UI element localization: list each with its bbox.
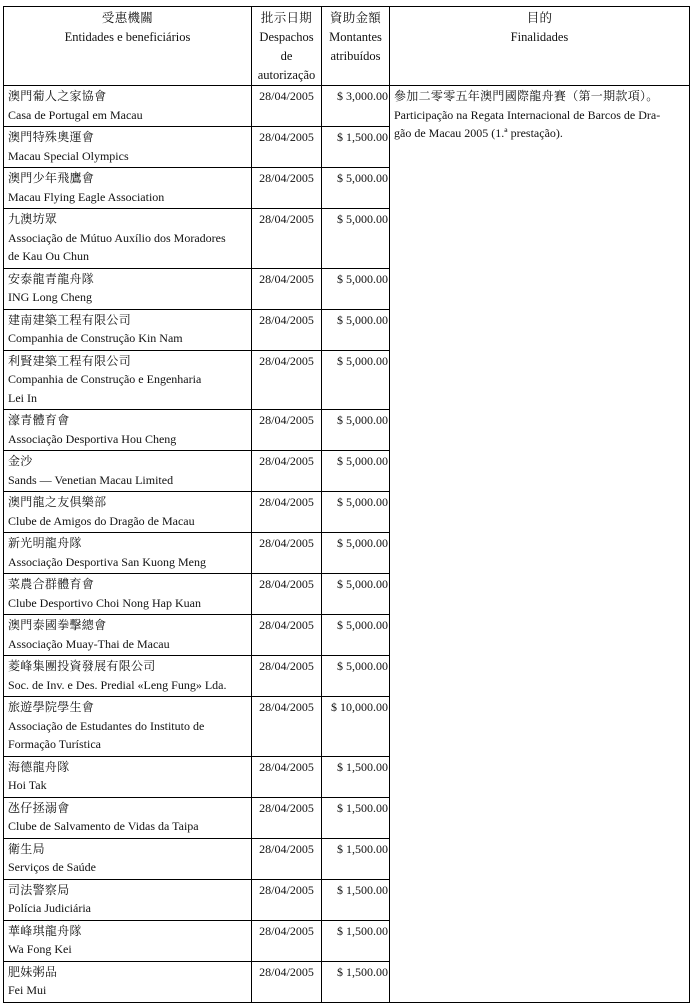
entity-name-pt: Clube Desportivo Choi Nong Hap Kuan: [8, 595, 201, 610]
purpose-pt-line1: Participação na Regata Internacional de Barcos de Dra-: [394, 107, 661, 122]
entity-name-pt: Formação Turística: [8, 737, 101, 751]
entity-name-pt: Fei Mui: [8, 983, 47, 997]
amount-value: $ 1,500.00: [322, 756, 390, 797]
header-date-zh: 批示日期: [260, 11, 313, 25]
table-row: [4, 86, 690, 127]
entity-name-pt: Macau Special Olympics: [8, 148, 129, 163]
purpose-zh: 參加二零零五年澳門國際龍舟賽（第一期款項）。: [394, 89, 659, 103]
entity-cell: [4, 879, 252, 920]
entity-name-zh: 澳門龍之友俱樂部: [8, 495, 107, 509]
entity-name-pt: Casa de Portugal em Macau: [8, 107, 143, 122]
authorization-date: 28/04/2005: [252, 127, 322, 168]
entity-cell: [4, 410, 252, 451]
entity-cell: [4, 268, 252, 309]
entity-name-zh: 澳門葡人之家協會: [8, 89, 107, 103]
amount-value: $ 5,000.00: [322, 168, 390, 209]
header-purpose-zh: 目的: [526, 11, 553, 25]
amount-value: $ 1,500.00: [322, 961, 390, 1002]
amount-value: $ 5,000.00: [322, 209, 390, 269]
entity-name-zh: 安泰龍青龍舟隊: [8, 271, 95, 286]
amount-value: $ 5,000.00: [322, 350, 390, 410]
amount-value: $ 3,000.00: [322, 86, 390, 127]
entity-name-pt: Companhia de Construção Kin Nam: [8, 331, 183, 345]
entity-name-zh: 澳門泰國拳擊總會: [8, 618, 107, 632]
entity-name-zh: 衛生局: [8, 841, 45, 856]
subsidy-table: [3, 6, 690, 1003]
entity-cell: [4, 697, 252, 757]
purpose-pt-line2: gão de Macau 2005 (1.ª prestação).: [394, 126, 563, 140]
entity-name-zh: 建南建築工程有限公司: [8, 312, 132, 327]
entity-name-zh: 澳門特殊奧運會: [8, 130, 95, 144]
entity-name-pt: Associação Desportiva San Kuong Meng: [8, 554, 206, 569]
authorization-date: 28/04/2005: [252, 268, 322, 309]
header-row: [4, 7, 690, 86]
entity-name-pt: Associação de Estudantes do Instituto de: [8, 718, 205, 733]
header-amount-zh: 資助金額: [329, 11, 382, 25]
entity-name-zh: 澳門少年飛鷹會: [8, 171, 95, 185]
authorization-date: 28/04/2005: [252, 797, 322, 838]
entity-cell: [4, 492, 252, 533]
authorization-date: 28/04/2005: [252, 920, 322, 961]
entity-cell: [4, 451, 252, 492]
entity-cell: [4, 209, 252, 269]
header-date: [252, 7, 322, 86]
amount-value: $ 5,000.00: [322, 615, 390, 656]
amount-value: $ 1,500.00: [322, 920, 390, 961]
amount-value: $ 5,000.00: [322, 574, 390, 615]
entity-name-pt: Associação Muay-Thai de Macau: [8, 636, 170, 651]
entity-cell: [4, 168, 252, 209]
entity-cell: [4, 756, 252, 797]
amount-value: $ 5,000.00: [322, 533, 390, 574]
amount-value: $ 5,000.00: [322, 656, 390, 697]
header-date-pt2: autorização: [257, 68, 316, 82]
entity-name-zh: 海德龍舟隊: [8, 759, 70, 774]
authorization-date: 28/04/2005: [252, 168, 322, 209]
entity-name-zh: 濠青體育會: [8, 413, 70, 427]
purpose-cell: [390, 86, 690, 1003]
amount-value: $ 1,500.00: [322, 838, 390, 879]
header-entities: [4, 7, 252, 86]
entity-name-zh: 菱峰集團投資發展有限公司: [8, 659, 156, 673]
authorization-date: 28/04/2005: [252, 209, 322, 269]
amount-value: $ 5,000.00: [322, 309, 390, 350]
entity-name-pt: Clube de Amigos do Dragão de Macau: [8, 513, 195, 528]
entity-name-pt: Companhia de Construção e Engenharia: [8, 372, 202, 386]
authorization-date: 28/04/2005: [252, 697, 322, 757]
amount-value: $ 1,500.00: [322, 879, 390, 920]
authorization-date: 28/04/2005: [252, 838, 322, 879]
amount-value: $ 5,000.00: [322, 268, 390, 309]
entity-cell: [4, 656, 252, 697]
entity-name-pt: ING Long Cheng: [8, 290, 92, 304]
entity-cell: [4, 797, 252, 838]
entity-name-pt: Sands — Venetian Macau Limited: [8, 472, 174, 487]
entity-name-zh: 肥妹粥品: [8, 964, 58, 979]
header-amount: [322, 7, 390, 86]
entity-cell: [4, 350, 252, 410]
entity-cell: [4, 838, 252, 879]
authorization-date: 28/04/2005: [252, 656, 322, 697]
authorization-date: 28/04/2005: [252, 451, 322, 492]
amount-value: $ 10,000.00: [322, 697, 390, 757]
amount-value: $ 5,000.00: [322, 451, 390, 492]
entity-name-pt: Lei In: [8, 390, 37, 405]
authorization-date: 28/04/2005: [252, 350, 322, 410]
entity-cell: [4, 309, 252, 350]
header-purpose: [390, 7, 690, 86]
entity-name-pt: Clube de Salvamento de Vidas da Taipa: [8, 819, 199, 833]
entity-cell: [4, 127, 252, 168]
entity-name-zh: 旅遊學院學生會: [8, 700, 95, 714]
entity-name-zh: 華峰琪龍舟隊: [8, 923, 82, 938]
authorization-date: 28/04/2005: [252, 410, 322, 451]
entity-name-zh: 司法警察局: [8, 882, 70, 897]
entity-name-zh: 氹仔拯溺會: [8, 800, 70, 815]
entity-name-zh: 金沙: [8, 454, 33, 468]
amount-value: $ 1,500.00: [322, 127, 390, 168]
entity-cell: [4, 574, 252, 615]
header-entities-pt: Entidades e beneficiários: [64, 30, 191, 44]
amount-value: $ 5,000.00: [322, 492, 390, 533]
entity-cell: [4, 615, 252, 656]
authorization-date: 28/04/2005: [252, 86, 322, 127]
authorization-date: 28/04/2005: [252, 533, 322, 574]
entity-name-zh: 利賢建築工程有限公司: [8, 353, 132, 368]
header-entities-zh: 受惠機關: [101, 11, 154, 25]
authorization-date: 28/04/2005: [252, 615, 322, 656]
entity-name-pt: Associação de Mútuo Auxílio dos Moradores: [8, 230, 226, 245]
amount-value: $ 1,500.00: [322, 797, 390, 838]
authorization-date: 28/04/2005: [252, 879, 322, 920]
authorization-date: 28/04/2005: [252, 309, 322, 350]
entity-name-zh: 菜農合群體育會: [8, 577, 95, 591]
entity-cell: [4, 961, 252, 1002]
entity-cell: [4, 920, 252, 961]
table-body: [4, 86, 690, 1003]
authorization-date: 28/04/2005: [252, 574, 322, 615]
entity-name-zh: 九澳坊眾: [8, 212, 58, 226]
header-date-pt1: Despachos de: [259, 30, 314, 63]
entity-name-pt: Macau Flying Eagle Association: [8, 189, 165, 204]
amount-value: $ 5,000.00: [322, 410, 390, 451]
header-amount-pt1: Montantes: [329, 30, 382, 44]
authorization-date: 28/04/2005: [252, 492, 322, 533]
header-amount-pt2: atribuídos: [330, 49, 381, 63]
authorization-date: 28/04/2005: [252, 961, 322, 1002]
entity-cell: [4, 86, 252, 127]
entity-name-pt: Hoi Tak: [8, 778, 47, 792]
entity-name-pt: Wa Fong Kei: [8, 942, 72, 956]
entity-name-pt: Soc. de Inv. e Des. Predial «Leng Fung» Lda.: [8, 677, 227, 692]
header-purpose-pt: Finalidades: [510, 30, 569, 44]
entity-cell: [4, 533, 252, 574]
entity-name-pt: Associação Desportiva Hou Cheng: [8, 431, 177, 446]
entity-name-zh: 新光明龍舟隊: [8, 536, 82, 550]
authorization-date: 28/04/2005: [252, 756, 322, 797]
entity-name-pt: Serviços de Saúde: [8, 860, 96, 874]
entity-name-pt: de Kau Ou Chun: [8, 249, 89, 263]
entity-name-pt: Polícia Judiciária: [8, 901, 91, 915]
